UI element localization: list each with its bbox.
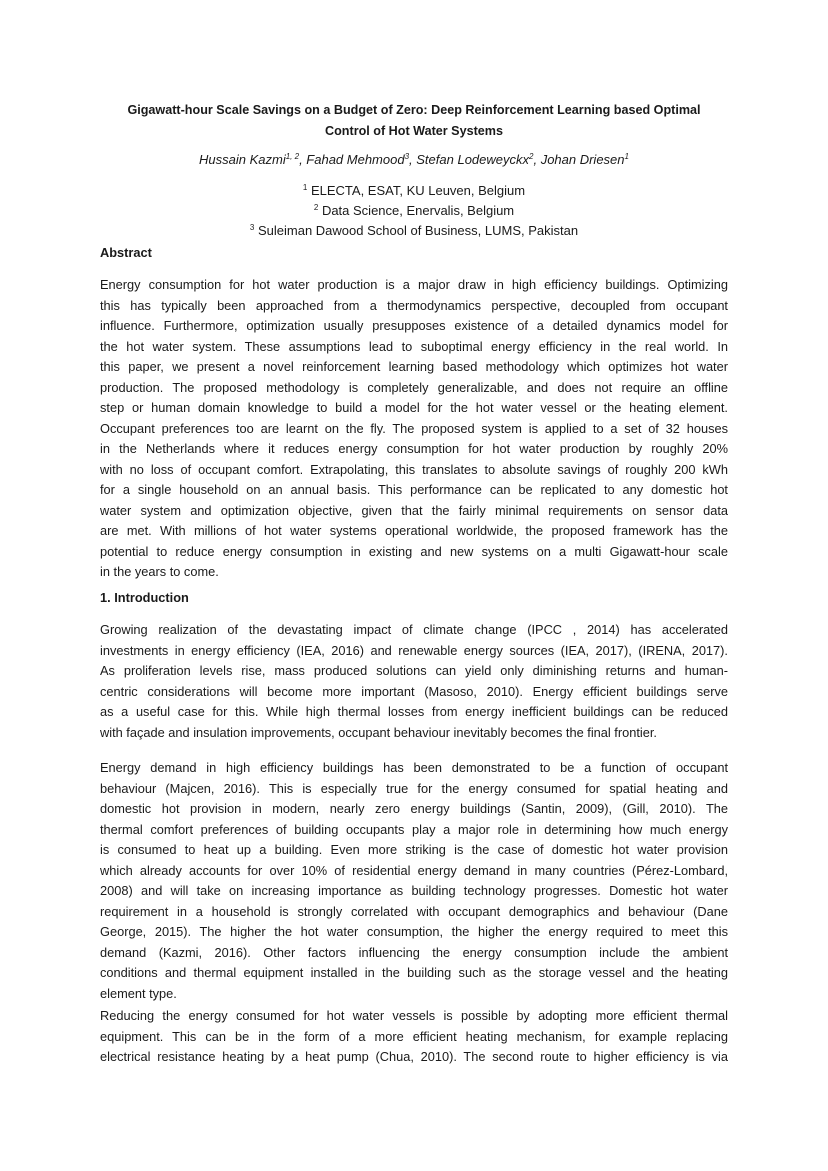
intro-paragraph (100, 758, 728, 1004)
affiliation-text: Suleiman Dawood School of Business, LUMS, Pakistan (257, 223, 579, 238)
affiliation-number: 3 (249, 223, 255, 232)
affiliation-text: Data Science, Enervalis, Belgium (321, 203, 515, 218)
text-line: thermal comfort preferences of building occupants play a major role in determining how much energy (100, 821, 728, 837)
text-line: element type. (100, 985, 177, 1001)
text-line: As proliferation levels rise, mass produced solutions can yield only diminishing returns and human- (100, 663, 728, 678)
text-line: this has typically been approached from a thermodynamics perspective, decoupled from occupant (100, 297, 728, 313)
text-line: as a useful case for this. While high thermal losses from energy inefficient buildings can be reduced (100, 704, 728, 719)
text-line: the hot water system. These assumptions lead to suboptimal energy efficiency in the real world. In (100, 338, 728, 354)
author-affiliation-mark: 1 (624, 152, 629, 161)
text-line: Occupant preferences too are learnt on the fly. The proposed system is applied to a set of 32 houses (100, 420, 728, 436)
text-line: this paper, we present a novel reinforcement learning based methodology which optimizes hot water (100, 359, 728, 374)
text-line: conditions and thermal equipment installed in the building such as the storage vessel and the heating (100, 965, 728, 980)
text-line: Energy demand in high efficiency buildings has been demonstrated to be a function of occupant (100, 760, 728, 775)
text-line: influence. Furthermore, optimization usually presupposes existence of a detailed dynamics model for (100, 318, 728, 333)
text-line: potential to reduce energy consumption in existing and new systems on a multi Gigawatt-hour scale (100, 543, 728, 559)
author-affiliation-mark: 3 (404, 152, 410, 161)
text-line: with no loss of occupant comfort. Extrapolating, this translates to absolute savings of roughly 200 kWh (100, 461, 728, 477)
affiliation-list (100, 181, 728, 241)
text-line: is consumed to heat up a building. Even more striking is the case of domestic hot water provision (100, 842, 728, 857)
title-line: Control of Hot Water Systems (325, 124, 503, 138)
section-heading-introduction: 1. Introduction (100, 590, 189, 605)
text-line: in the years to come. (100, 564, 219, 579)
text-line: Growing realization of the devastating impact of climate change (IPCC , 2014) has accelerated (100, 622, 728, 637)
author-list: Hussain Kazmi$^{1, 2}$, Fahad Mehmood$^3$, Stefan Lodeweyckx$^2$, Johan Driesen$^1$ (199, 152, 629, 167)
author-name: Johan Driesen (540, 152, 625, 167)
text-line: domestic hot provision in modern, nearly zero energy buildings (Santin, 2009), (Gill, 2010). The (100, 801, 728, 816)
text-line: water system and optimization objective, given that the fairly minimal requirements on sensor data (100, 502, 728, 518)
text-line: behaviour (Majcen, 2016). This is especially true for the energy consumed for spatial heating and (100, 780, 728, 796)
text-line: requirement in a household is strongly correlated with occupant demographics and behaviour (Dane (100, 903, 728, 919)
text-line: 2008) and will take on increasing importance as building technology progresses. Domestic hot water (100, 883, 728, 898)
text-line: production. The proposed methodology is completely generalizable, and does not require an offline (100, 379, 728, 395)
intro-paragraph (100, 620, 728, 743)
text-line: Energy consumption for hot water production is a major draw in high efficiency buildings. Optimizing (100, 277, 728, 292)
text-line: investments in energy efficiency (IEA, 2016) and renewable energy sources (IEA, 2017), (IRENA, 2017). (100, 642, 728, 658)
affiliation (100, 221, 728, 241)
affiliation-text: ELECTA, ESAT, KU Leuven, Belgium (310, 183, 526, 198)
author-name: Fahad Mehmood (306, 152, 405, 167)
text-line: centric considerations will become more important (Masoso, 2010). Energy efficient buildings serve (100, 683, 728, 699)
affiliation (100, 181, 728, 201)
affiliation-number: 1 (302, 183, 308, 192)
text-line: with façade and insulation improvements, occupant behaviour inevitably becomes the final frontier. (100, 724, 657, 740)
author-name: Stefan Lodeweyckx (416, 152, 529, 167)
text-line: which already accounts for over 10% of residential energy demand in many countries (Pérez-Lombard, (100, 862, 728, 878)
affiliation (100, 201, 728, 221)
text-line: George, 2015). The higher the hot water consumption, the higher the energy required to meet this (100, 924, 728, 939)
text-line: demand (Kazmi, 2016). Other factors influencing the energy consumption include the ambient (100, 944, 728, 960)
author-name: Hussain Kazmi (199, 152, 286, 167)
affiliation-number: 2 (313, 203, 319, 212)
text-line: are met. With millions of hot water systems operational worldwide, the proposed framework has the (100, 523, 728, 538)
text-line: equipment. This can be in the form of a more efficient heating mechanism, for example replacing (100, 1028, 728, 1044)
text-line: electrical resistance heating by a heat pump (Chua, 2010). The second route to higher efficiency is via (100, 1049, 728, 1064)
intro-paragraph (100, 1006, 728, 1068)
abstract-body (100, 275, 728, 583)
paper-title (100, 100, 728, 142)
text-line: in the Netherlands where it reduces energy consumption for hot water production by roughly 20% (100, 441, 728, 456)
title-line: Gigawatt-hour Scale Savings on a Budget of Zero: Deep Reinforcement Learning based Optimal (127, 103, 701, 117)
text-line: for a single household on an annual basis. This performance can be replicated to any domestic hot (100, 482, 728, 497)
text-line: step or human domain knowledge to build a model for the hot water vessel or the heating element. (100, 400, 728, 415)
author-affiliation-mark: 1, 2 (285, 152, 300, 161)
text-line: Reducing the energy consumed for hot water vessels is possible by adopting more efficient thermal (100, 1008, 728, 1023)
author-affiliation-mark: 2 (529, 152, 534, 161)
abstract-heading: Abstract (100, 245, 152, 260)
